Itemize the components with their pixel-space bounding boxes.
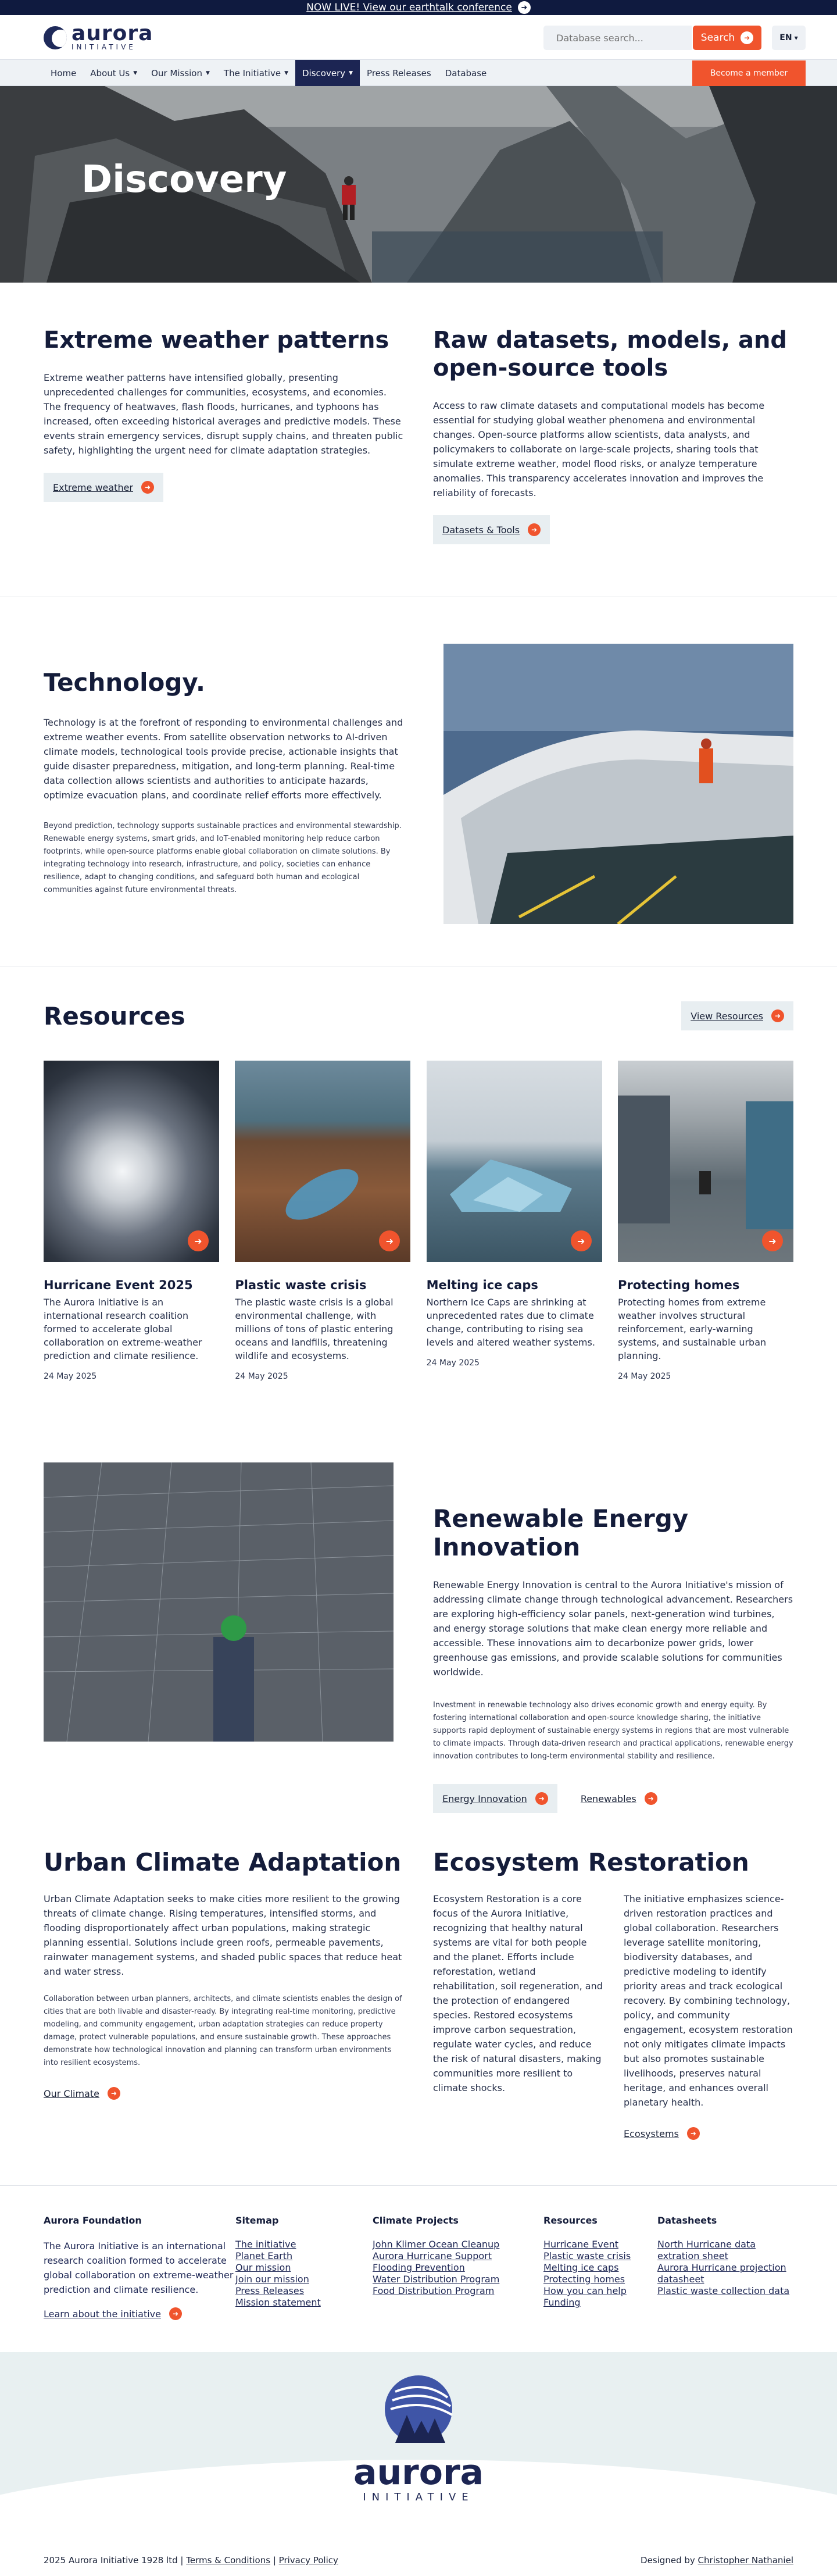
section-heading: Ecosystem Restoration	[433, 1848, 749, 1876]
arrow-right-icon: ➜	[741, 31, 753, 44]
nav-label: Database	[445, 68, 487, 79]
chevron-down-icon: ▼	[205, 70, 210, 76]
card-date: 24 May 2025	[617, 1372, 671, 1381]
footer-link[interactable]: Our mission	[235, 2262, 291, 2273]
energy-innovation-button[interactable]	[433, 1784, 557, 1813]
button-label: View Resources	[691, 1010, 763, 1022]
section-heading: Resources	[44, 1001, 185, 1030]
ice-image	[427, 1061, 602, 1262]
search-input[interactable]	[543, 26, 692, 50]
copyright-bar	[0, 2549, 837, 2576]
copyright	[44, 2555, 338, 2566]
brand-name: aurora	[353, 2452, 484, 2493]
copyright-text: 2025 Aurora Initiative 1928 ltd |	[44, 2555, 184, 2566]
designer-link[interactable]: Christopher Nathaniel	[698, 2555, 793, 2566]
footer-link[interactable]: Aurora Hurricane projection datasheet	[657, 2262, 786, 2285]
arrow-right-icon: ➜	[528, 523, 541, 536]
footer-datasheets	[657, 2215, 793, 2320]
link-label: Renewables	[580, 1793, 636, 1804]
arrow-right-icon[interactable]: ➜	[571, 1230, 592, 1251]
footer-link[interactable]: Funding	[543, 2297, 581, 2308]
section-heading: Renewable Energy Innovation	[433, 1504, 689, 1561]
logo-sub: INITIATIVE	[71, 43, 136, 51]
button-label: Extreme weather	[53, 481, 134, 493]
nav-discovery[interactable]	[295, 60, 360, 87]
footer-link[interactable]: Melting ice caps	[543, 2262, 619, 2273]
hero-banner	[0, 86, 837, 283]
footer-heading: Climate Projects	[373, 2215, 459, 2226]
logo-name: aurora	[71, 22, 153, 45]
arrow-right-icon: ➜	[535, 1792, 548, 1805]
resource-card-plastic[interactable]	[235, 1061, 410, 1381]
arrow-right-icon: ➜	[645, 1792, 657, 1805]
section-body-secondary: Beyond prediction, technology supports sustainable practices and environmental stewardship. Renewable energy systems, smart grids, and IoT-enabled monitoring help reduce carbon footprints, while open-source platforms enable global collaboration on climate solutions. By integrating technology into research, infrastructure, and policy, societies can enhance resilience, adapt to changing conditions, and safeguard both human and ecological communities against future environmental threats.	[44, 822, 402, 894]
nav-database[interactable]	[438, 60, 494, 87]
section-body-secondary: Investment in renewable technology also drives economic growth and energy equity. By fostering international collaboration and open-source knowledge sharing, the initiative supports rapid deployment of sustainable energy systems in regions that are most vulnerable to climate impacts. Through data-driven research and practical applications, renewable energy innovation contributes to long-term environmental stability and resilience.	[433, 1701, 793, 1761]
section-heading: Urban Climate Adaptation	[44, 1848, 402, 1876]
footer-link[interactable]: Press Releases	[235, 2285, 305, 2296]
footer-link[interactable]: Protecting homes	[543, 2274, 625, 2285]
footer-resources	[543, 2215, 657, 2320]
resource-card-hurricane[interactable]	[44, 1061, 219, 1381]
announcement-bar	[0, 0, 837, 15]
nav-label: Home	[51, 68, 77, 79]
section-body: Ecosystem Restoration is a core focus of the Aurora Initiative, recognizing that healthy natural systems are vital for both people and the planet. Efforts include reforestation, wetland rehabilitation, soil regeneration, and the protection of endangered species. Restored ecosystems improve carbon sequestration, regulate water cycles, and reduce the risk of natural disasters, making communities more resilient to climate shocks.	[433, 1893, 603, 2093]
brand-wordmark	[0, 2454, 837, 2503]
footer-brand	[0, 2352, 837, 2576]
privacy-link[interactable]: Privacy Policy	[278, 2555, 338, 2566]
announcement-link[interactable]: NOW LIVE! View our earthtalk conference	[306, 2, 512, 13]
resource-card-ice[interactable]	[427, 1061, 602, 1381]
footer-heading: Sitemap	[235, 2215, 279, 2226]
solar-panels-image	[44, 1462, 394, 1742]
button-label: Energy Innovation	[442, 1793, 527, 1804]
card-description: The Aurora Initiative is an international research coalition formed to accelerate global collaboration on extreme-weather prediction and climate resilience.	[44, 1297, 202, 1361]
separator: |	[273, 2555, 276, 2566]
arrow-right-icon[interactable]: ➜	[188, 1230, 209, 1251]
section-body: The initiative emphasizes science-driven restoration practices and global collaboration. Researchers leverage satellite monitoring, biodiversity databases, and predictive modeling to identify priority areas and track ecological recovery. By combining technology, policy, and community engagement, ecosystem restoration not only mitigates climate impacts but also promotes sustainable livelihoods, preserves natural heritage, and enhances overall planetary health.	[624, 1893, 793, 2108]
section-body: Technology is at the forefront of responding to environmental challenges and extreme weather events. From satellite observation networks to AI-driven climate models, technological tools provide precise, actionable insights that guide disaster preparedness, mitigation, and long-term planning. Real-time data collection allows scientists and authorities to anticipate hazards, optimize evacuation plans, and coordinate relief efforts more effectively.	[44, 717, 403, 801]
brand-sub: INITIATIVE	[363, 2491, 474, 2503]
site-footer	[0, 2186, 837, 2352]
learn-initiative-link[interactable]	[44, 2307, 182, 2320]
become-member-button[interactable]: Become a member	[692, 60, 806, 86]
card-title: Protecting homes	[617, 1278, 740, 1292]
footer-about-text: The Aurora Initiative is an international research coalition formed to accelerate global collaboration on extreme-weather prediction and climate resilience.	[44, 2240, 234, 2295]
arrow-right-icon: ➜	[771, 1009, 784, 1022]
arrow-right-icon: ➜	[687, 2127, 700, 2140]
footer-link[interactable]: How you can help	[543, 2285, 627, 2296]
nav-label: Discovery	[302, 68, 346, 79]
link-label: Ecosystems	[624, 2128, 679, 2139]
intro-section	[0, 283, 837, 597]
flooded-street-image	[618, 1061, 793, 1262]
view-resources-button[interactable]	[681, 1001, 793, 1030]
card-date: 24 May 2025	[235, 1372, 288, 1381]
footer-heading: Resources	[543, 2215, 598, 2226]
search-button-label: Search	[700, 32, 735, 44]
footer-link[interactable]: Food Distribution Program	[373, 2285, 495, 2296]
terms-link[interactable]: Terms & Conditions	[186, 2555, 271, 2566]
footer-heading: Aurora Foundation	[44, 2215, 142, 2226]
arrow-right-icon[interactable]: ➜	[518, 1, 531, 14]
nav-about[interactable]	[83, 60, 144, 87]
card-date: 24 May 2025	[44, 1372, 97, 1381]
our-climate-link[interactable]	[44, 2087, 120, 2100]
card-title: Hurricane Event 2025	[44, 1278, 193, 1292]
datasets-tools-button[interactable]	[433, 515, 550, 544]
arrow-right-icon[interactable]: ➜	[762, 1230, 783, 1251]
nav-initiative[interactable]	[217, 60, 295, 87]
language-label: EN	[779, 33, 792, 42]
adaptation-section	[0, 1842, 837, 2186]
footer-link[interactable]: Planet Earth	[235, 2250, 293, 2261]
renewables-link[interactable]	[581, 1792, 657, 1805]
nav-label: The Initiative	[223, 68, 281, 79]
footer-link[interactable]: Mission statement	[235, 2297, 321, 2308]
resources-section	[0, 966, 837, 1433]
section-heading: Technology.	[44, 668, 205, 697]
plastic-image	[235, 1061, 410, 1262]
page-title: Discovery	[81, 158, 287, 201]
urban-adaptation-block	[44, 1848, 404, 2140]
footer-link[interactable]: Plastic waste collection data	[657, 2285, 790, 2296]
chevron-down-icon: ▼	[794, 35, 798, 41]
credit-text: Designed by	[641, 2555, 695, 2566]
nav-press[interactable]	[360, 60, 438, 87]
renewable-section	[0, 1433, 837, 1842]
chevron-down-icon: ▼	[349, 70, 353, 76]
site-header	[0, 15, 837, 59]
datasets-block	[433, 326, 793, 544]
footer-link[interactable]: John Klimer Ocean Cleanup	[373, 2239, 500, 2250]
link-label: Our Climate	[44, 2088, 99, 2099]
language-selector[interactable]	[772, 26, 806, 50]
footer-link[interactable]: The initiative	[235, 2239, 296, 2250]
footer-link[interactable]: Hurricane Event	[543, 2239, 618, 2250]
footer-link[interactable]: Join our mission	[235, 2274, 309, 2285]
main-nav	[0, 59, 837, 86]
ecosystem-block	[433, 1848, 793, 2140]
logo[interactable]	[44, 24, 153, 51]
button-label: Datasets & Tools	[442, 524, 520, 536]
arrow-right-icon[interactable]: ➜	[379, 1230, 400, 1251]
aurora-logo-icon	[44, 26, 67, 49]
ecosystems-link[interactable]	[624, 2127, 700, 2140]
section-body: Renewable Energy Innovation is central to the Aurora Initiative's mission of addressing climate change through technological advancement. Researchers are exploring high-efficiency solar panels, next-generation wind turbines, and energy storage solutions that make clean energy more reliable and accessible. These innovations aim to decarbonize power grids, lower greenhouse gas emissions, and provide scalable solutions for communities worldwide.	[433, 1579, 793, 1678]
chevron-down-icon: ▼	[284, 70, 288, 76]
nav-mission[interactable]	[144, 60, 217, 87]
card-title: Melting ice caps	[426, 1278, 538, 1292]
nav-label: Our Mission	[151, 68, 202, 79]
footer-projects	[373, 2215, 543, 2320]
footer-link[interactable]: North Hurricane data extration sheet	[657, 2239, 756, 2261]
footer-link[interactable]: Plastic waste crisis	[543, 2250, 631, 2261]
card-description: Northern Ice Caps are shrinking at unprecedented rates due to climate change, contributing to rising sea levels and altered weather systems.	[426, 1297, 595, 1348]
section-heading: Extreme weather patterns	[44, 327, 389, 354]
nav-label: About Us	[90, 68, 130, 79]
designer-credit	[641, 2555, 793, 2566]
nav-home[interactable]	[44, 60, 83, 87]
footer-heading: Datasheets	[657, 2215, 717, 2226]
ship-image	[443, 644, 793, 924]
arrow-right-icon: ➜	[108, 2087, 120, 2100]
footer-link[interactable]: Aurora Hurricane Support	[373, 2250, 492, 2261]
arrow-right-icon: ➜	[141, 481, 154, 494]
chevron-down-icon: ▼	[133, 70, 138, 76]
extreme-weather-button[interactable]	[44, 473, 163, 502]
footer-link[interactable]: Water Distribution Program	[373, 2274, 500, 2285]
section-heading: Raw datasets, models, and open-source tools	[433, 327, 788, 381]
card-date: 24 May 2025	[426, 1358, 480, 1368]
footer-about	[44, 2215, 235, 2320]
section-body: Urban Climate Adaptation seeks to make cities more resilient to the growing threats of climate change. Rising temperatures, intensified storms, and flooding disproportionately affect urban populations, making strategic planning essential. Solutions include green roofs, permeable pavements, rainwater management systems, and shaded public spaces that reduce heat and water stress.	[44, 1893, 402, 1977]
search-button[interactable]	[693, 26, 761, 50]
card-description: Protecting homes from extreme weather involves structural reinforcement, early-warning systems, and sustainable urban planning.	[617, 1297, 767, 1361]
technology-section	[0, 597, 837, 966]
footer-sitemap	[235, 2215, 373, 2320]
section-body: Access to raw climate datasets and computational models has become essential for studying global weather phenomena and environmental changes. Open-source platforms allow scientists, data analysts, and policymakers to collaborate on large-scale projects, sharing tools that simulate extreme weather, model flood risks, or analyze temperature anomalies. This transparency accelerates innovation and improves the reliability of forecasts.	[433, 400, 765, 498]
card-title: Plastic waste crisis	[235, 1278, 367, 1292]
card-description: The plastic waste crisis is a global environmental challenge, with millions of tons of plastic entering oceans and landfills, threatening wildlife and ecosystems.	[235, 1297, 394, 1361]
extreme-weather-block	[44, 326, 404, 544]
link-label: Learn about the initiative	[44, 2308, 161, 2320]
nav-label: Press Releases	[367, 68, 431, 79]
resource-card-homes[interactable]	[618, 1061, 793, 1381]
section-body-secondary: Collaboration between urban planners, architects, and climate scientists enables the design of cities that are both livable and disaster-ready. By integrating real-time monitoring, predictive modeling, and community engagement, urban adaptation strategies can reduce property damage, protect vulnerable populations, and ensure sustainable growth. These approaches demonstrate how technological innovation and planning can transform urban environments into resilient ecosystems.	[44, 1995, 402, 2067]
footer-link[interactable]: Flooding Prevention	[373, 2262, 465, 2273]
hurricane-image	[44, 1061, 219, 1262]
arrow-right-icon: ➜	[169, 2307, 182, 2320]
aurora-emblem-icon	[360, 2374, 477, 2444]
section-body: Extreme weather patterns have intensified globally, presenting unprecedented challenges for communities, ecosystems, and economies. The frequency of heatwaves, flash floods, hurricanes, and typhoons has increased, often exceeding historical averages and predictive models. These events strain emergency services, disrupt supply chains, and threaten public safety, highlighting the urgent need for climate adaptation strategies.	[44, 372, 403, 456]
